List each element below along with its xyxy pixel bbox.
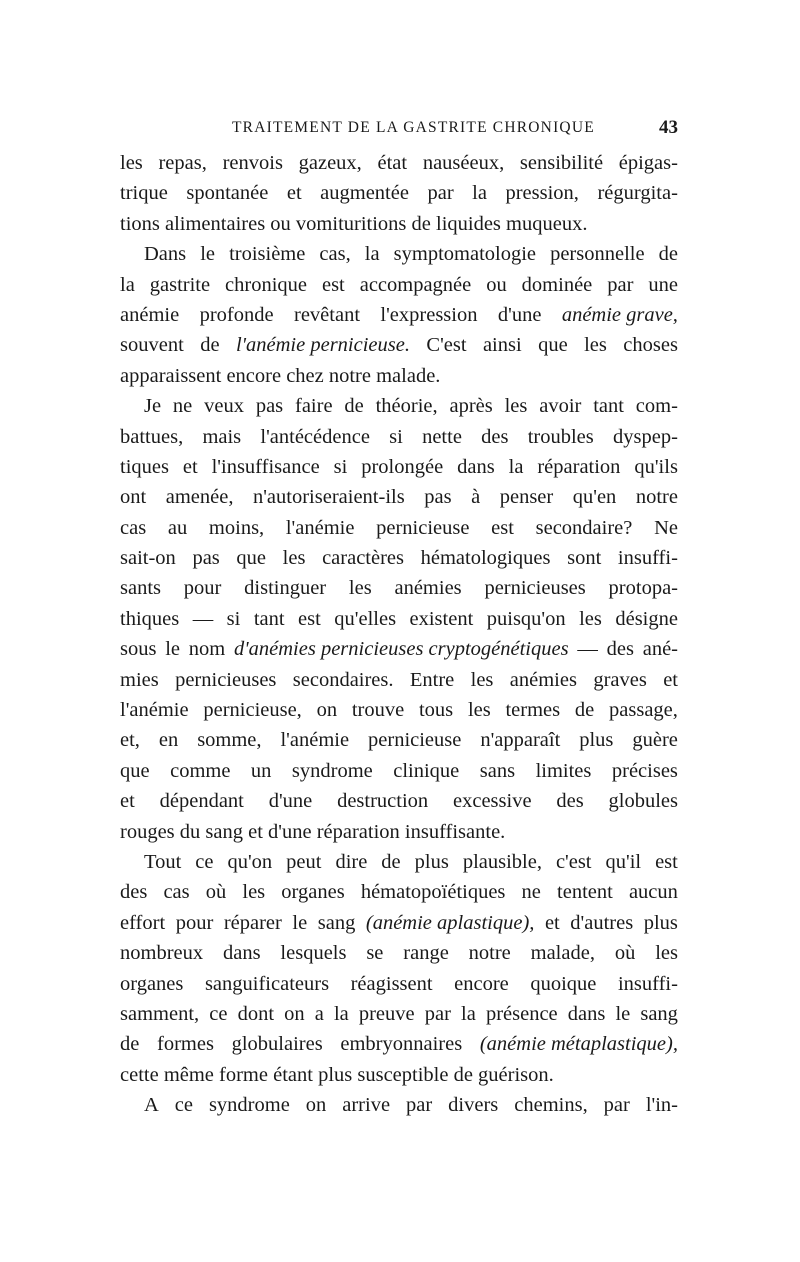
text-line: sait-on pas que les caractères hématologiques sont insuffi-: [120, 547, 678, 570]
text-line: mies pernicieuses secondaires. Entre les anémies graves et: [120, 668, 678, 691]
text-line: A ce syndrome on arrive par divers chemins, par l'in-: [144, 1094, 678, 1117]
text-line: samment, ce dont on a la preuve par la présence dans le sang: [120, 1002, 678, 1025]
text-line: Dans le troisième cas, la symptomatologie personnelle de: [144, 243, 678, 266]
text-line: les repas, renvois gazeux, état nauséeux, sensibilité épigas-: [120, 152, 678, 174]
text-line: trique spontanée et augmentée par la pression, régurgita-: [120, 182, 678, 205]
text-line: apparaissent encore chez notre malade.: [120, 364, 441, 387]
text-line: rouges du sang et d'une réparation insuffisante.: [120, 820, 506, 843]
text-line: de formes globulaires embryonnaires (anémie métaplastique),: [120, 1033, 678, 1056]
page-number: 43: [659, 117, 678, 138]
text-line: anémie profonde revêtant l'expression d'une anémie grave,: [120, 303, 678, 326]
text-line: cas au moins, l'anémie pernicieuse est secondaire? Ne: [120, 516, 678, 539]
text-line: l'anémie pernicieuse, on trouve tous les termes de passage,: [120, 699, 678, 722]
text-line: sous le nom d'anémies pernicieuses cryptogénétiques — des ané-: [120, 638, 678, 661]
text-line: souvent de l'anémie pernicieuse. C'est ainsi que les choses: [120, 334, 678, 357]
running-head: [120, 114, 680, 142]
text-line: tions alimentaires ou vomituritions de liquides muqueux.: [120, 212, 588, 235]
text-line: la gastrite chronique est accompagnée ou dominée par une: [120, 273, 678, 296]
text-line: organes sanguificateurs réagissent encore quoique insuffi-: [120, 972, 678, 995]
text-line: nombreux dans lesquels se range notre malade, où les: [120, 942, 678, 965]
body-text: [120, 148, 678, 1121]
text-line: des cas où les organes hématopoïétiques ne tentent aucun: [120, 881, 678, 904]
text-line: battues, mais l'antécédence si nette des troubles dyspep-: [120, 425, 678, 448]
text-line: et, en somme, l'anémie pernicieuse n'apparaît plus guère: [120, 729, 678, 752]
text-line: tiques et l'insuffisance si prolongée dans la réparation qu'ils: [120, 455, 678, 478]
text-line: cette même forme étant plus susceptible de guérison.: [120, 1063, 554, 1086]
running-title: TRAITEMENT DE LA GASTRITE CHRONIQUE: [232, 119, 595, 136]
text-line: sants pour distinguer les anémies pernicieuses protopa-: [120, 577, 678, 600]
text-line: thiques — si tant est qu'elles existent puisqu'on les désigne: [120, 607, 678, 630]
text-line: que comme un syndrome clinique sans limites précises: [120, 759, 678, 782]
text-line: effort pour réparer le sang (anémie aplastique), et d'autres plus: [120, 911, 678, 934]
text-line: et dépendant d'une destruction excessive des globules: [120, 790, 678, 813]
text-line: ont amenée, n'autoriseraient-ils pas à penser qu'en notre: [120, 486, 678, 509]
text-line: Je ne veux pas faire de théorie, après les avoir tant com-: [144, 395, 678, 418]
text-line: Tout ce qu'on peut dire de plus plausible, c'est qu'il est: [144, 850, 678, 873]
